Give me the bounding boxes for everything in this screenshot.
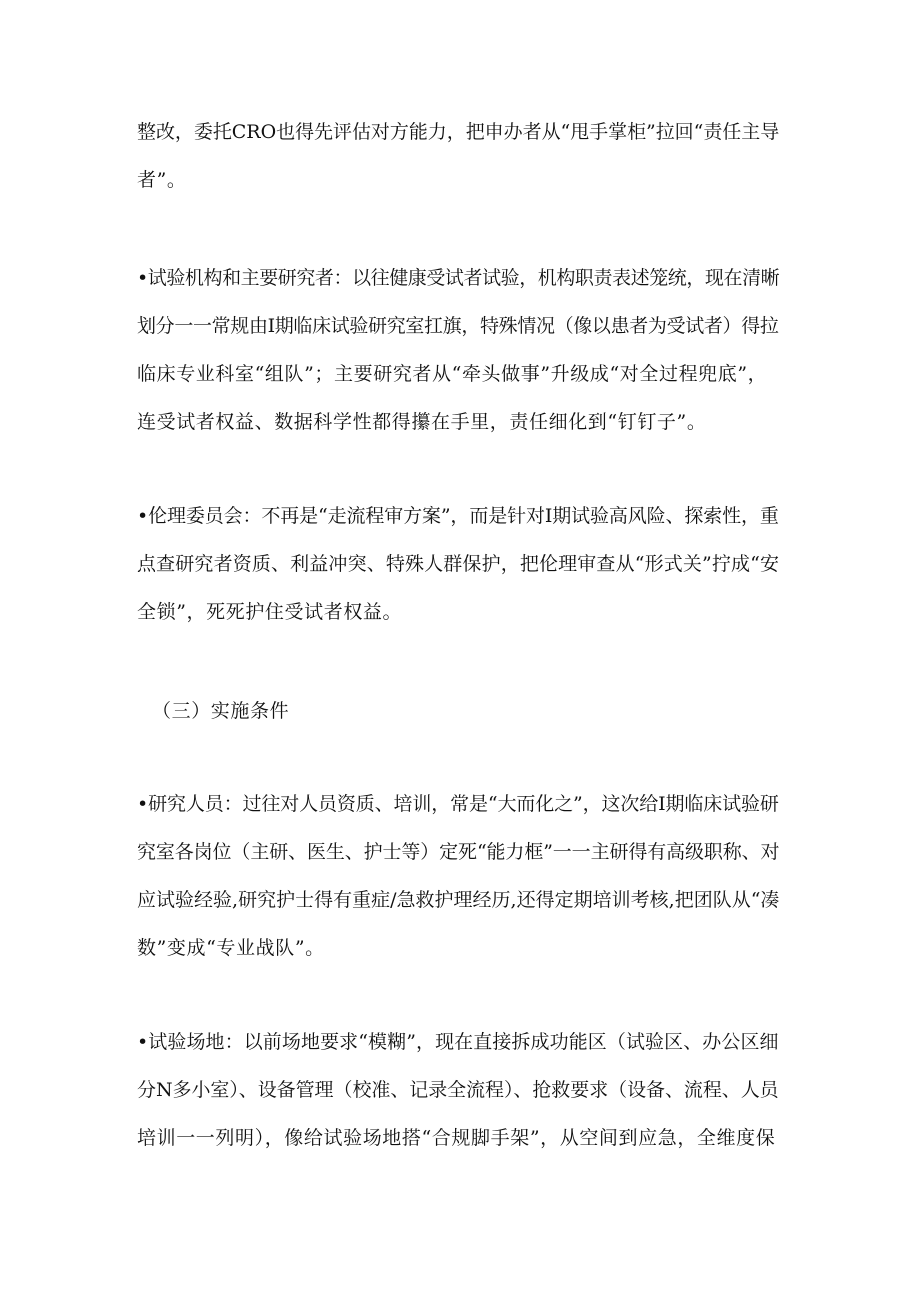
text-line: 连受试者权益、数据科学性都得攥在手里，责任细化到“钉钉子”。 bbox=[137, 411, 707, 433]
text-line: 全锁”，死死护住受试者权益。 bbox=[137, 601, 403, 623]
text-line: •伦理委员会：不再是“走流程审方案”，而是针对I期试验高风险、探索性，重 bbox=[137, 505, 779, 527]
section-heading: （三）实施条件 bbox=[152, 700, 290, 722]
paragraph-trial-site bbox=[137, 1018, 779, 1162]
text-line: •研究人员：过往对人员资质、培训，常是“大而化之”，这次给I期临床试验研 bbox=[137, 793, 779, 815]
text-line: 应试验经验,研究护士得有重症/急救护理经历,还得定期培训考核,把团队从“凑 bbox=[137, 889, 780, 911]
text-line: 究室各岗位（主研、医生、护士等）定死“能力框”一一主研得有高级职称、对 bbox=[137, 841, 780, 863]
text-line: 培训一一列明），像给试验场地搭“合规脚手架”，从空间到应急，全维度保 bbox=[137, 1127, 776, 1149]
paragraph-research-staff bbox=[137, 780, 779, 972]
paragraph-sponsor-responsibility bbox=[137, 108, 779, 204]
text-line: 分N多小室）、设备管理（校准、记录全流程）、抢救要求（设备、流程、人员 bbox=[137, 1079, 779, 1101]
text-line: 点查研究者资质、利益冲突、特殊人群保护，把伦理审查从“形式关”拧成“安 bbox=[137, 553, 780, 575]
text-line: 数”变成“专业战队”。 bbox=[137, 937, 325, 959]
text-line: •试验场地：以前场地要求“模糊”，现在直接拆成功能区（试验区、办公区细 bbox=[137, 1031, 779, 1053]
text-line: 者”。 bbox=[137, 169, 187, 191]
text-line: 临床专业科室“组队”；主要研究者从“牵头做事”升级成“对全过程兜底”， bbox=[137, 363, 768, 385]
paragraph-institution-investigator bbox=[137, 254, 779, 446]
text-line: 划分一一常规由I期临床试验研究室扛旗，特殊情况（像以患者为受试者）得拉 bbox=[137, 315, 779, 337]
text-line: 整改，委托CRO也得先评估对方能力，把申办者从“甩手掌柜”拉回“责任主导 bbox=[137, 121, 780, 143]
paragraph-ethics-committee bbox=[137, 492, 779, 636]
text-line: •试验机构和主要研究者：以往健康受试者试验，机构职责表述笼统，现在清晰 bbox=[137, 267, 780, 289]
